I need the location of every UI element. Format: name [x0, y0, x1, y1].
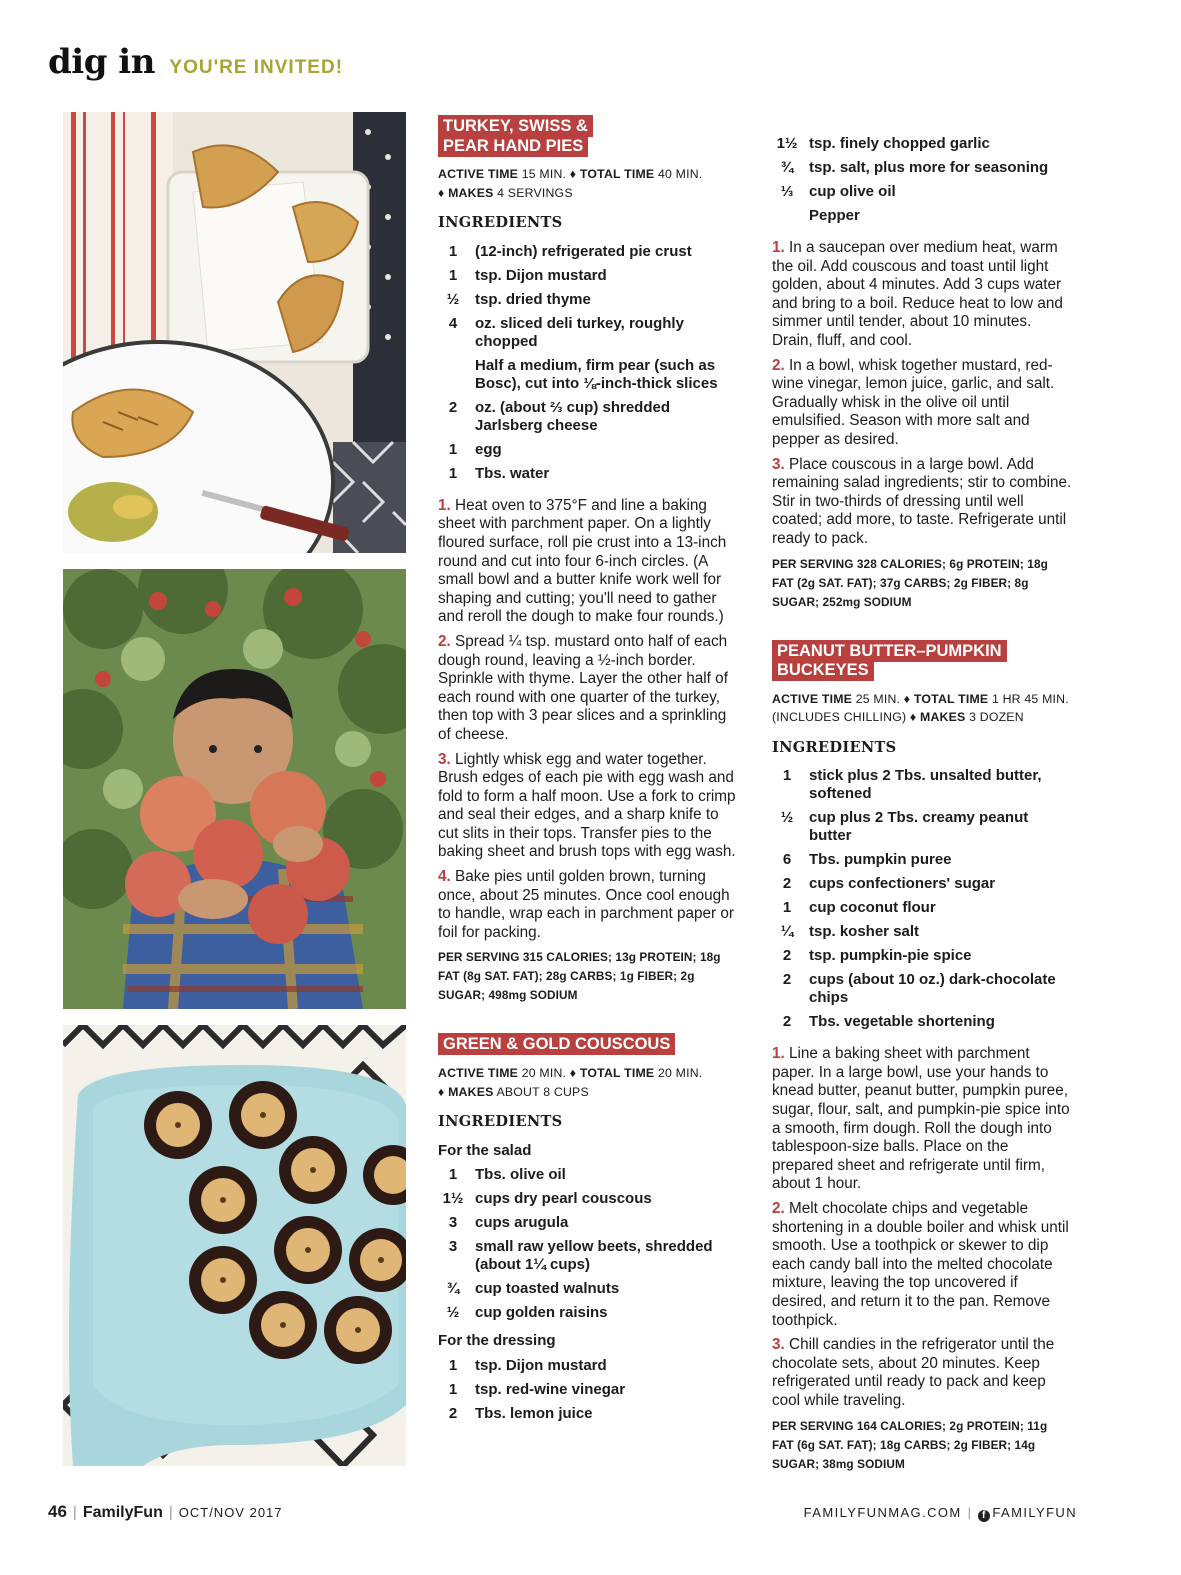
facebook-icon: f	[978, 1510, 990, 1522]
ingredient-item: 1 egg	[448, 440, 502, 458]
social-handle[interactable]: FAMILYFUN	[992, 1505, 1077, 1520]
step-item: 1. Line a baking sheet with parchment paper. In a large bowl, use your hands to knead butter, peanut butter, pumpkin puree, sugar, flour, salt, and pumpkin-pie spice into a smooth, firm dough. Roll the dough into tablespoon-size balls. Place on the prepared sheet and refrigerate until firm, about 1 hour.	[772, 1045, 1070, 1193]
step-list	[772, 239, 1072, 549]
ingredient-item: 1 (12-inch) refrigerated pie crust	[448, 242, 692, 260]
step-item: 4. Bake pies until golden brown, turning once, about 25 minutes. Once cool enough to handle, wrap each in parchment paper or foil for packing.	[438, 868, 734, 941]
ingredient-item: ¼ tsp. kosher salt	[780, 923, 920, 941]
ingredient-item: 1 Tbs. olive oil	[448, 1166, 566, 1184]
salad-ingredient-list	[438, 1166, 738, 1322]
ingredient-item: 3 cups arugula	[448, 1214, 569, 1232]
recipe-meta: ACTIVE TIME 20 MIN. ♦ TOTAL TIME 20 MIN. ♦ MAKES ABOUT 8 CUPS	[438, 1066, 703, 1099]
footer-right: FAMILYFUNMAG.COM | f FAMILYFUN	[803, 1505, 1077, 1521]
ingredient-item: 1 stick plus 2 Tbs. unsalted butter, softened	[782, 767, 1042, 803]
ingredient-item: 2 tsp. pumpkin-pie spice	[782, 947, 972, 965]
ingredient-item: 2 oz. (about ⅔ cup) shredded Jarlsberg cheese	[448, 398, 671, 434]
step-item: 3. Lightly whisk egg and water together. Brush edges of each pie with egg wash and fold to form a half moon. Use a fork to crimp and seal their edges, and a sharp knife to cut slits in their tops. Transfer pies to the baking sheet and brush tops with egg wash.	[438, 750, 736, 861]
ingredient-item: 2 Tbs. vegetable shortening	[782, 1013, 995, 1031]
step-item: 3. Chill candies in the refrigerator until the chocolate sets, about 20 minutes. Keep refrigerated until ready to pack and keep cool while traveling.	[772, 1336, 1055, 1409]
website-link[interactable]: FAMILYFUNMAG.COM	[803, 1505, 962, 1520]
ingredient-list	[438, 243, 738, 483]
ingredient-item: 6 Tbs. pumpkin puree	[782, 851, 952, 869]
ingredient-item: 1 Tbs. water	[448, 464, 550, 482]
nutrition-info: PER SERVING 328 CALORIES; 6g PROTEIN; 18g FAT (2g SAT. FAT); 37g CARBS; 2g FIBER; 8g SUGAR; 252mg SODIUM	[772, 556, 1048, 609]
dressing-subheading: For the dressing	[438, 1332, 556, 1350]
ingredient-item: ½ tsp. dried thyme	[446, 290, 591, 308]
recipe-column-left	[438, 117, 738, 1429]
ingredient-item: 1 tsp. Dijon mustard	[448, 266, 607, 284]
dressing-ingredient-list-continued	[772, 135, 1072, 225]
recipe-title: PEANUT BUTTER–PUMPKIN BUCKEYES	[772, 640, 1007, 682]
ingredient-item: 1½ cups dry pearl couscous	[442, 1190, 652, 1208]
boy-with-apples-photo	[63, 569, 406, 1009]
ingredient-item: ¾ cup toasted walnuts	[446, 1280, 620, 1298]
buckeyes-photo	[63, 1025, 406, 1466]
step-item: 2. Spread ¼ tsp. mustard onto half of each dough round, leaving a ½-inch border. Sprinkle with thyme. Layer the other half of each round with one quarter of the turkey, then top with 3 pear slices and a sprinkling of cheese.	[438, 632, 728, 743]
nutrition-info: PER SERVING 164 CALORIES; 2g PROTEIN; 11g FAT (6g SAT. FAT); 18g CARBS; 2g FIBER; 14g SUGAR; 38mg SODIUM	[772, 1418, 1048, 1471]
recipe-meta: ACTIVE TIME 25 MIN. ♦ TOTAL TIME 1 HR 45 MIN. (INCLUDES CHILLING) ♦ MAKES 3 DOZEN	[772, 691, 1069, 725]
ingredient-item: ½ cup golden raisins	[446, 1304, 608, 1322]
recipe-title: TURKEY, SWISS & PEAR HAND PIES	[438, 115, 593, 157]
ingredient-item: ½ cup plus 2 Tbs. creamy peanut butter	[780, 809, 1029, 845]
salad-subheading: For the salad	[438, 1141, 532, 1159]
ingredient-item: ¾ tsp. salt, plus more for seasoning	[780, 159, 1049, 176]
recipe-title: GREEN & GOLD COUSCOUS	[438, 1033, 675, 1055]
step-item: 2. Melt chocolate chips and vegetable shortening in a double boiler and whisk until smooth. Use a toothpick or skewer to dip each candy ball into the melted chocolate mixture, leaving the top uncovered if desired, and return it to the pan. Remove toothpick.	[772, 1200, 1069, 1329]
ingredient-item: Half a medium, firm pear (such as Bosc), cut into ⅛-inch-thick slices	[475, 356, 718, 392]
step-list	[438, 497, 738, 943]
ingredient-item: 2 cups (about 10 oz.) dark-chocolate chips	[782, 971, 1056, 1007]
ingredient-item: 1 cup coconut flour	[782, 899, 936, 917]
recipe-couscous	[438, 1035, 738, 1422]
footer-left: 46 | FamilyFun | OCT/NOV 2017	[48, 1502, 283, 1521]
step-list	[772, 1045, 1072, 1410]
ingredient-item: 1 tsp. Dijon mustard	[448, 1356, 607, 1374]
ingredients-heading: INGREDIENTS	[438, 214, 563, 232]
dressing-ingredient-list	[438, 1357, 738, 1423]
ingredient-item: ⅓ cup olive oil	[780, 183, 896, 200]
ingredient-list	[772, 767, 1072, 1031]
ingredients-heading: INGREDIENTS	[772, 738, 897, 756]
ingredient-item: 1½ tsp. finely chopped garlic	[776, 135, 990, 152]
magazine-name: FamilyFun	[82, 1504, 163, 1521]
recipe-column-right	[772, 135, 1072, 1474]
step-item: 1. In a saucepan over medium heat, warm the oil. Add couscous and toast until light golden, about 4 minutes. Add 3 cups water and bring to a boil. Reduce heat to low and simmer until tender, about 10 minutes. Drain, fluff, and cool.	[772, 239, 1063, 349]
section-brand: dig in	[48, 42, 155, 82]
hand-pies-photo	[63, 112, 406, 553]
page-number: 46	[48, 1502, 67, 1521]
ingredient-item: 2 Tbs. lemon juice	[448, 1404, 593, 1422]
ingredient-item: 4 oz. sliced deli turkey, roughly chopped	[448, 314, 684, 350]
nutrition-info: PER SERVING 315 CALORIES; 13g PROTEIN; 18g FAT (8g SAT. FAT); 28g CARBS; 1g FIBER; 2g SUGAR; 498mg SODIUM	[438, 950, 721, 1003]
recipe-turkey	[438, 117, 738, 1005]
step-item: 3. Place couscous in a large bowl. Add remaining salad ingredients; stir to combine. Stir in two-thirds of dressing until well coated; add more, to taste. Refrigerate until ready to pack.	[772, 455, 1072, 547]
ingredient-item: 1 tsp. red-wine vinegar	[448, 1380, 626, 1398]
recipe-meta: ACTIVE TIME 15 MIN. ♦ TOTAL TIME 40 MIN. ♦ MAKES 4 SERVINGS	[438, 167, 703, 200]
recipe-buckeyes	[772, 642, 1072, 1474]
ingredient-item: 3 small raw yellow beets, shredded (about 1¼ cups)	[448, 1238, 713, 1274]
ingredient-item: Pepper	[809, 207, 860, 224]
ingredients-heading: INGREDIENTS	[438, 1113, 563, 1131]
issue-date: OCT/NOV 2017	[178, 1505, 283, 1520]
section-kicker: YOU'RE INVITED!	[169, 57, 344, 78]
ingredient-item: 2 cups confectioners' sugar	[782, 875, 996, 893]
page-header	[48, 42, 343, 82]
step-item: 2. In a bowl, whisk together mustard, red-wine vinegar, lemon juice, garlic, and salt. Gradually whisk in the olive oil until emulsified. Season with more salt and pepper as desired.	[772, 356, 1055, 448]
step-item: 1. Heat oven to 375°F and line a baking sheet with parchment paper. On a lightly floured surface, roll pie crust into a 13-inch round and cut into four 6-inch circles. (A small bowl and a butter knife work well for shaping and cutting; you'll need to gather and reroll the dough to make four rounds.)	[438, 496, 727, 626]
